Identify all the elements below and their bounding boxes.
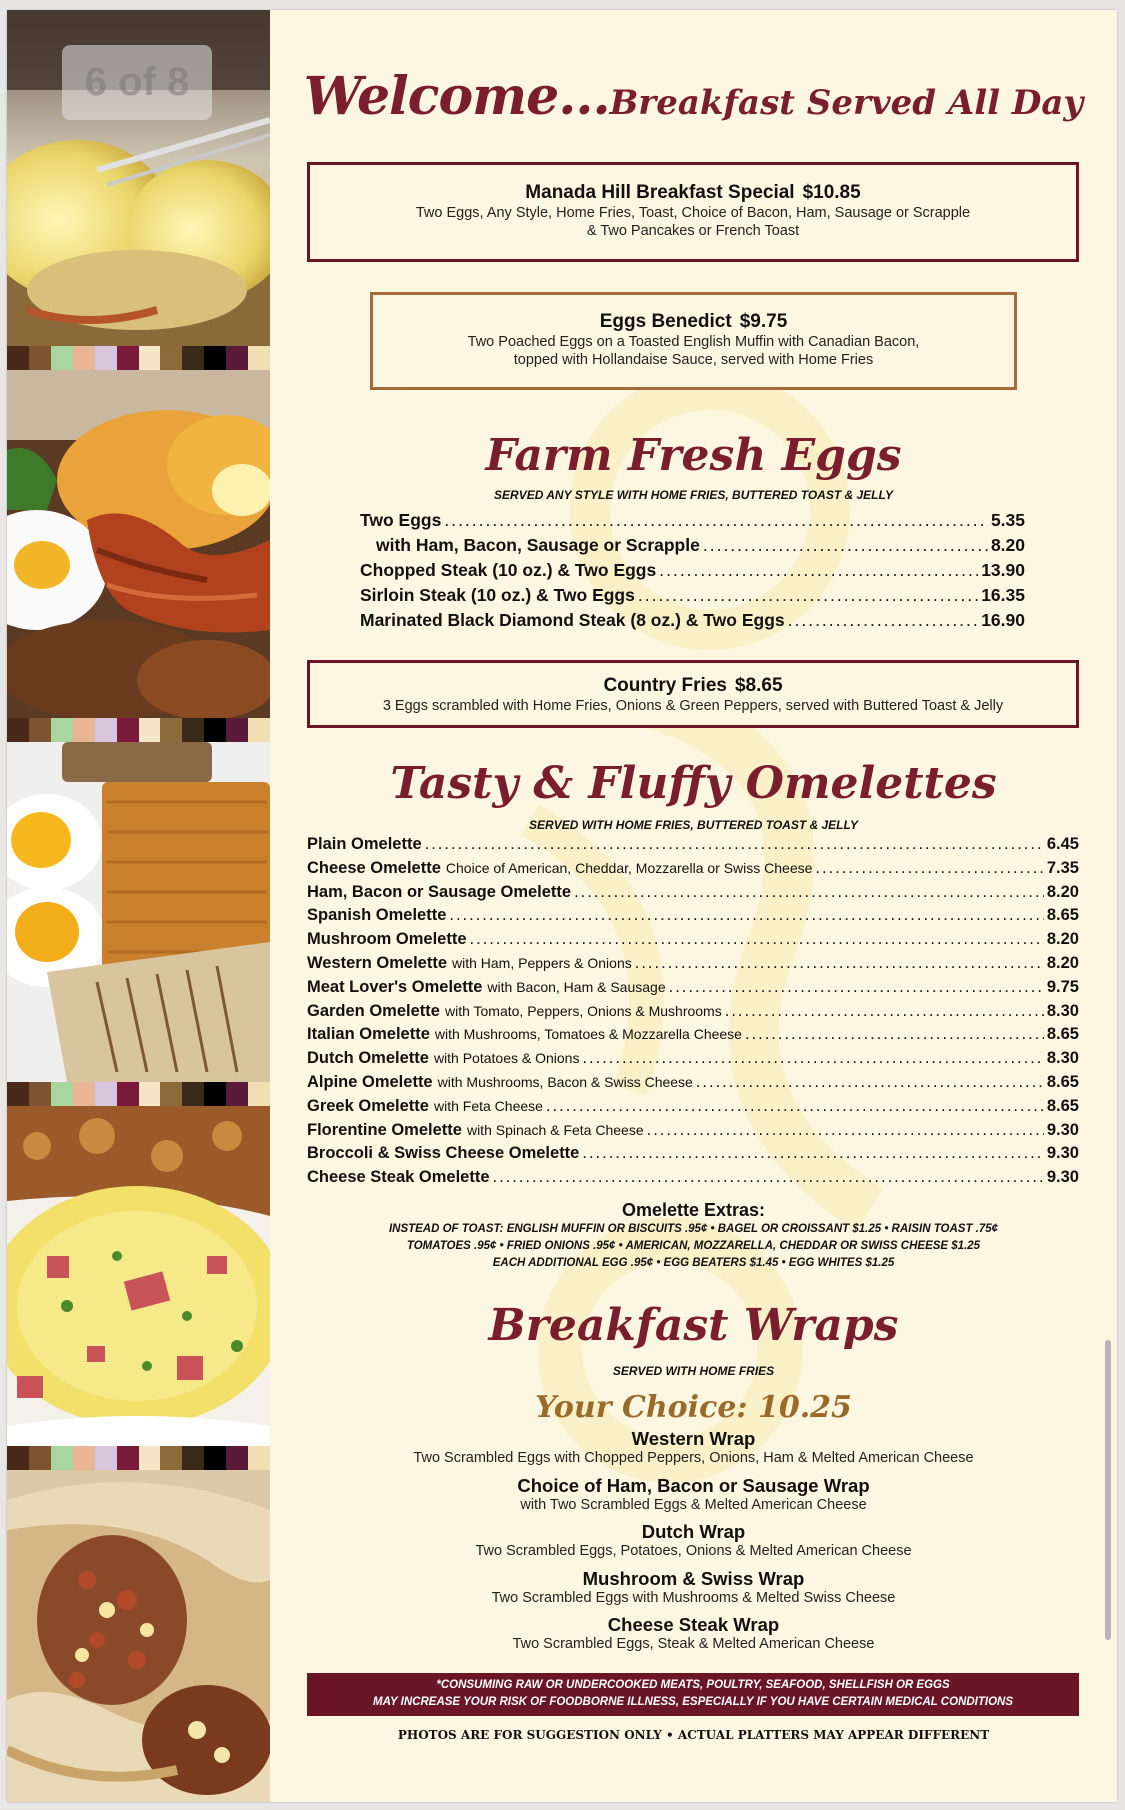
color-swatch [139, 346, 161, 370]
color-swatch-row [7, 346, 270, 370]
eggs-toast-photo [7, 742, 270, 1082]
omelette-list [307, 835, 1079, 1192]
wrap-desc: Two Scrambled Eggs, Steak & Melted American Cheese [512, 1636, 875, 1652]
color-swatch [95, 1082, 117, 1106]
menu-item-desc: with Bacon, Ham & Sausage [487, 978, 666, 995]
menu-item [307, 978, 1079, 1002]
color-swatch [226, 1446, 248, 1470]
wrap-item [270, 1521, 1117, 1568]
eggs-benedict-photo [7, 10, 270, 346]
menu-item-name: Cheese Omelette [307, 858, 441, 877]
menu-item-price: 9.75 [1046, 977, 1079, 996]
special-desc-line: 3 Eggs scrambled with Home Fries, Onions & Green Peppers, served with Buttered Toast & Jelly [382, 698, 1004, 714]
color-swatch [204, 718, 226, 742]
menu-item-name: with Ham, Bacon, Sausage or Scrapple [376, 535, 700, 555]
color-swatch [160, 346, 182, 370]
menu-item [307, 883, 1079, 907]
color-swatch [117, 346, 139, 370]
menu-item-desc: with Ham, Peppers & Onions [452, 954, 632, 971]
color-swatch [160, 1082, 182, 1106]
color-swatch [248, 346, 270, 370]
menu-item-price: 8.20 [1046, 882, 1079, 901]
wrap-list [270, 1428, 1117, 1661]
menu-item-price: 6.45 [1046, 835, 1079, 853]
color-swatch [51, 1082, 73, 1106]
wrap-price-choice: Your Choice: 10.25 [535, 1390, 852, 1425]
photo-disclaimer: PHOTOS ARE FOR SUGGESTION ONLY • ACTUAL PLATTERS MAY APPEAR DIFFERENT [397, 1728, 990, 1742]
color-swatch-row [7, 718, 270, 742]
color-swatch [51, 346, 73, 370]
special-desc-line: & Two Pancakes or French Toast [586, 223, 800, 239]
color-swatch [139, 1446, 161, 1470]
color-swatch [51, 1446, 73, 1470]
wrap-name: Mushroom & Swiss Wrap [582, 1567, 805, 1589]
menu-item-price: 8.65 [1046, 906, 1079, 925]
menu-item-desc: with Feta Cheese [433, 1097, 543, 1114]
pancakes-bacon-photo [7, 370, 270, 718]
menu-item-name: Two Eggs [360, 510, 442, 530]
wrap-desc: Two Scrambled Eggs with Mushrooms & Melted Swiss Cheese [491, 1589, 896, 1606]
wrap-name: Western Wrap [631, 1428, 756, 1449]
special-box-country-fries [307, 660, 1079, 728]
menu-item [307, 954, 1079, 978]
menu-item [307, 1002, 1079, 1026]
menu-item-desc: with Tomato, Peppers, Onions & Mushrooms [444, 1002, 722, 1019]
menu-item [307, 930, 1079, 954]
wrap-item [270, 1568, 1117, 1615]
color-swatch-row [7, 1446, 270, 1470]
menu-item-price: 8.65 [1046, 1025, 1079, 1044]
menu-item-price: 8.30 [1046, 1049, 1079, 1068]
wrap-desc: with Two Scrambled Eggs & Melted American Cheese [520, 1496, 867, 1513]
color-swatch [73, 718, 95, 742]
menu-item-name: Cheese Steak Omelette [307, 1168, 490, 1187]
color-swatch [29, 718, 51, 742]
menu-item [360, 510, 1025, 535]
color-swatch [29, 1446, 51, 1470]
special-desc-line: Two Poached Eggs on a Toasted English Muffin with Canadian Bacon, [467, 334, 920, 350]
special-price: $8.65 [734, 675, 783, 696]
menu-item [307, 1025, 1079, 1049]
wrap-item [270, 1475, 1117, 1522]
breakfast-wrap-photo [7, 1470, 270, 1802]
omelette-extras [270, 1200, 1117, 1272]
color-swatch [7, 1082, 29, 1106]
scrollbar[interactable] [1105, 1340, 1111, 1640]
color-swatch [248, 1446, 270, 1470]
color-swatch [182, 1446, 204, 1470]
special-name: Eggs Benedict [599, 311, 732, 332]
color-swatch [139, 718, 161, 742]
menu-item-name: Western Omelette [307, 953, 447, 972]
menu-item-price: 8.20 [1046, 930, 1079, 949]
menu-page [7, 10, 1117, 1802]
color-swatch [117, 718, 139, 742]
special-price: $9.75 [739, 311, 788, 332]
menu-item [307, 1168, 1079, 1192]
menu-item-name: Alpine Omelette [307, 1072, 433, 1091]
color-swatch [95, 1446, 117, 1470]
menu-item-desc: with Potatoes & Onions [433, 1050, 580, 1067]
color-swatch [226, 346, 248, 370]
menu-item [307, 1097, 1079, 1121]
menu-item-name: Spanish Omelette [307, 906, 447, 925]
menu-item-price: 8.30 [1046, 1001, 1079, 1020]
menu-item [360, 585, 1025, 610]
welcome-tagline: Breakfast Served All Day [609, 83, 1084, 123]
menu-item [307, 1144, 1079, 1168]
wrap-name: Dutch Wrap [641, 1521, 746, 1542]
color-swatch [160, 1446, 182, 1470]
color-swatch [7, 346, 29, 370]
menu-item-price: 8.65 [1046, 1072, 1079, 1091]
special-desc-line: topped with Hollandaise Sauce, served with Home Fries [513, 352, 874, 368]
color-swatch [204, 346, 226, 370]
color-swatch [117, 1446, 139, 1470]
section-title-breakfast-wraps: Breakfast Wraps [488, 1300, 899, 1351]
special-box-manada-hill [307, 162, 1079, 262]
menu-item-desc: Choice of American, Cheddar, Mozzarella or Swiss Cheese [445, 859, 813, 876]
color-swatch [182, 718, 204, 742]
menu-item-price: 8.65 [1046, 1096, 1079, 1115]
color-swatch [117, 1082, 139, 1106]
color-swatch [204, 1446, 226, 1470]
extras-line: TOMATOES .95¢ • FRIED ONIONS .95¢ • AMERICAN, MOZZARELLA, CHEDDAR OR SWISS CHEESE $1.25 [406, 1240, 981, 1252]
menu-item-desc: with Mushrooms, Tomatoes & Mozzarella Cheese [434, 1026, 742, 1043]
extras-line: EACH ADDITIONAL EGG .95¢ • EGG BEATERS $1.45 • EGG WHITES $1.25 [492, 1257, 895, 1269]
menu-item-name: Italian Omelette [307, 1025, 430, 1044]
section-title-farm-fresh-eggs: Farm Fresh Eggs [485, 430, 902, 481]
color-swatch [95, 346, 117, 370]
menu-item [307, 906, 1079, 930]
special-price: $10.85 [802, 182, 861, 203]
page-header [270, 66, 1117, 127]
menu-item-name: Greek Omelette [307, 1096, 429, 1115]
photo-strip [7, 10, 270, 1802]
special-name: Manada Hill Breakfast Special [525, 182, 795, 203]
menu-item-desc: with Mushrooms, Bacon & Swiss Cheese [437, 1073, 693, 1090]
menu-item [307, 835, 1079, 859]
extras-line: INSTEAD OF TOAST: ENGLISH MUFFIN OR BISCUITS .95¢ • BAGEL OR CROISSANT $1.25 • RAISIN TOAST .75¢ [388, 1223, 999, 1235]
color-swatch [160, 718, 182, 742]
menu-item-name: Broccoli & Swiss Cheese Omelette [307, 1144, 580, 1163]
health-warning-banner [307, 1673, 1079, 1716]
welcome-title: Welcome... [303, 66, 610, 127]
wrap-item [270, 1428, 1117, 1475]
special-name: Country Fries [603, 675, 727, 696]
menu-item-name: Sirloin Steak (10 oz.) & Two Eggs [360, 585, 635, 605]
menu-item [360, 535, 1025, 560]
menu-item-price: 13.90 [981, 560, 1025, 580]
color-swatch [226, 718, 248, 742]
wrap-name: Choice of Ham, Bacon or Sausage Wrap [517, 1474, 870, 1496]
menu-item-price: 7.35 [1046, 858, 1079, 877]
color-swatch-row [7, 1082, 270, 1106]
color-swatch [248, 1082, 270, 1106]
menu-item [307, 859, 1079, 883]
menu-item-price: 16.35 [981, 585, 1025, 605]
section-subtitle: SERVED WITH HOME FRIES, BUTTERED TOAST & JELLY [529, 818, 858, 832]
section-subtitle: SERVED WITH HOME FRIES [612, 1364, 775, 1378]
warning-line: *CONSUMING RAW OR UNDERCOOKED MEATS, POULTRY, SEAFOOD, SHELLFISH OR EGGS [436, 1679, 950, 1691]
menu-item-price: 8.20 [990, 535, 1025, 555]
menu-item [360, 560, 1025, 585]
menu-item-name: Dutch Omelette [307, 1049, 429, 1068]
menu-item-name: Florentine Omelette [307, 1120, 462, 1139]
wrap-name: Cheese Steak Wrap [607, 1614, 780, 1635]
color-swatch [139, 1082, 161, 1106]
color-swatch [7, 1446, 29, 1470]
color-swatch [95, 718, 117, 742]
menu-item-desc: with Spinach & Feta Cheese [466, 1121, 644, 1138]
wrap-desc: Two Scrambled Eggs, Potatoes, Onions & Melted American Cheese [475, 1543, 912, 1559]
menu-item-price: 16.90 [981, 610, 1025, 630]
warning-line: MAY INCREASE YOUR RISK OF FOODBORNE ILLNESS, ESPECIALLY IF YOU HAVE CERTAIN MEDICAL CONDITIONS [372, 1696, 1014, 1708]
color-swatch [7, 718, 29, 742]
color-swatch [73, 1446, 95, 1470]
color-swatch [51, 718, 73, 742]
menu-item-price: 8.20 [1046, 953, 1079, 972]
menu-item-name: Meat Lover's Omelette [307, 977, 483, 996]
menu-item-name: Garden Omelette [307, 1001, 440, 1020]
menu-item-price: 9.30 [1046, 1144, 1079, 1163]
menu-item-name: Chopped Steak (10 oz.) & Two Eggs [360, 560, 657, 580]
menu-item [307, 1049, 1079, 1073]
menu-item-price: 5.35 [990, 510, 1025, 530]
wrap-desc: Two Scrambled Eggs with Chopped Peppers, Onions, Ham & Melted American Cheese [413, 1450, 974, 1466]
color-swatch [182, 346, 204, 370]
menu-item-name: Plain Omelette [307, 835, 422, 853]
menu-item-name: Marinated Black Diamond Steak (8 oz.) & Two Eggs [360, 610, 785, 630]
menu-item [307, 1073, 1079, 1097]
menu-item [307, 1121, 1079, 1145]
color-swatch [73, 346, 95, 370]
farm-eggs-list [360, 510, 1025, 635]
menu-item-name: Ham, Bacon or Sausage Omelette [307, 882, 572, 901]
color-swatch [226, 1082, 248, 1106]
menu-item [360, 610, 1025, 635]
wrap-item [270, 1614, 1117, 1661]
special-desc-line: Two Eggs, Any Style, Home Fries, Toast, Choice of Bacon, Ham, Sausage or Scrapple [415, 205, 971, 221]
color-swatch [182, 1082, 204, 1106]
section-subtitle: SERVED ANY STYLE WITH HOME FRIES, BUTTERED TOAST & JELLY [494, 488, 893, 502]
menu-item-name: Mushroom Omelette [307, 930, 467, 949]
omelette-photo [7, 1106, 270, 1446]
color-swatch [29, 346, 51, 370]
menu-item-price: 9.30 [1046, 1120, 1079, 1139]
menu-content [270, 10, 1117, 1802]
menu-item-price: 9.30 [1046, 1168, 1079, 1187]
color-swatch [73, 1082, 95, 1106]
section-title-omelettes: Tasty & Fluffy Omelettes [390, 758, 997, 809]
color-swatch [204, 1082, 226, 1106]
extras-title: Omelette Extras: [621, 1200, 766, 1220]
special-box-eggs-benedict [370, 292, 1017, 390]
page-number-badge: 6 of 8 [62, 45, 212, 120]
color-swatch [248, 718, 270, 742]
color-swatch [29, 1082, 51, 1106]
